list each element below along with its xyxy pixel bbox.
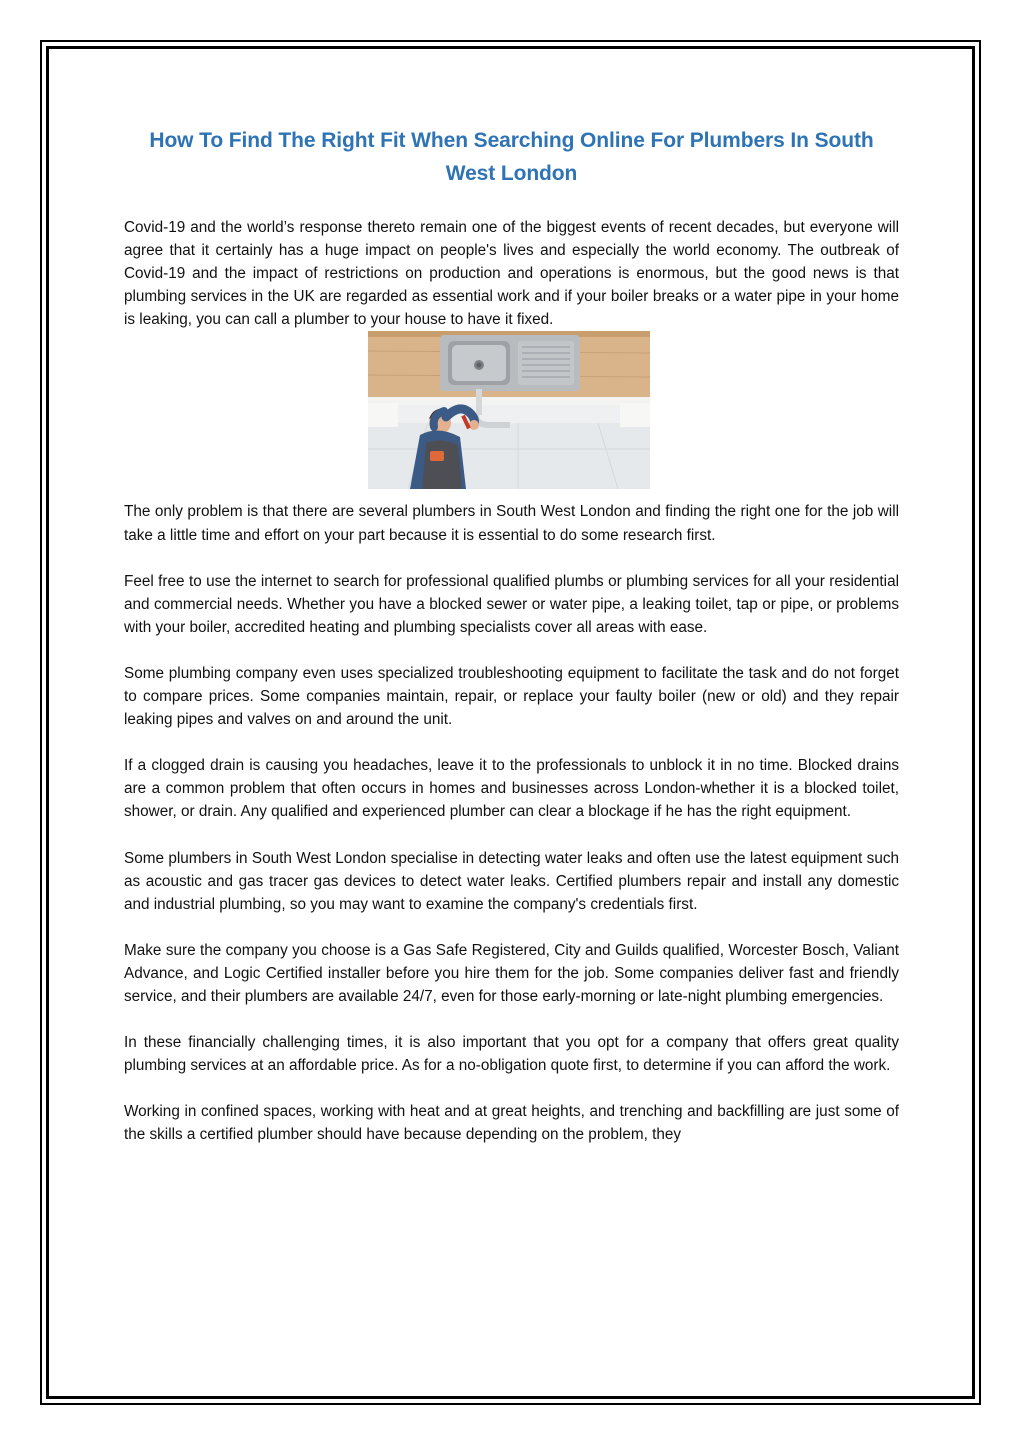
paragraph-4: Some plumbing company even uses specialized troubleshooting equipment to facilitate the task and do not forget to compare prices. Some companies maintain, repair, or replace your faulty boiler (new or old) and they repair leaking pipes and valves on and around the unit. [124, 664, 899, 729]
paragraph-2: The only problem is that there are several plumbers in South West London and finding the right one for the job will take a little time and effort on your part because it is essential to do some research first. [124, 503, 899, 544]
paragraph-6: Some plumbers in South West London specialise in detecting water leaks and often use the latest equipment such as acoustic and gas tracer gas devices to detect water leaks. Certified plumbers repair and install any domestic and industrial plumbing, so you may want to examine the company's credentials first. [124, 849, 899, 913]
paragraph-3: Feel free to use the internet to search for professional qualified plumbs or plumbing services for all your residential and commercial needs. Whether you have a blocked sewer or water pipe, a leaking toilet, tap or pipe, or problems with your boiler, accredited heating and plumbing specialists cover all areas with ease. [124, 572, 899, 636]
paragraph-5: If a clogged drain is causing you headaches, leave it to the professionals to unblock it in no time. Blocked drains are a common problem that often occurs in homes and businesses across London-whether it is a blocked toilet, shower, or drain. Any qualified and experienced plumber can clear a blockage if he has the right equipment. [124, 757, 899, 821]
plumber-under-sink-photo [368, 331, 650, 489]
article-title: How To Find The Right Fit When Searching Online For Plumbers In South West London [149, 129, 874, 185]
figure-container [124, 331, 899, 489]
article-body [124, 124, 899, 1169]
paragraph-9: Working in confined spaces, working with heat and at great heights, and trenching and backfilling are just some of the skills a certified plumber should have because depending on the problem, they [124, 1103, 899, 1144]
paragraph-intro: Covid-19 and the world’s response thereto remain one of the biggest events of recent decades, but everyone will agree that it certainly has a huge impact on people's lives and especially the world economy. The outbreak of Covid-19 and the impact of restrictions on production and operations is enormous, but the good news is that plumbing services in the UK are regarded as essential work and if your boiler breaks or a water pipe in your home is leaking, you can call a plumber to your house to have it fixed. [124, 219, 899, 329]
paragraph-8: In these financially challenging times, it is also important that you opt for a company that offers great quality plumbing services at an affordable price. As for a no-obligation quote first, to determine if you can afford the work. [124, 1034, 899, 1075]
paragraph-7: Make sure the company you choose is a Gas Safe Registered, City and Guilds qualified, Worcester Bosch, Valiant Advance, and Logic Certified installer before you hire them for the job. Some companies deliver fast and friendly service, and their plumbers are available 24/7, even for those early-morning or late-night plumbing emergencies. [124, 941, 899, 1005]
